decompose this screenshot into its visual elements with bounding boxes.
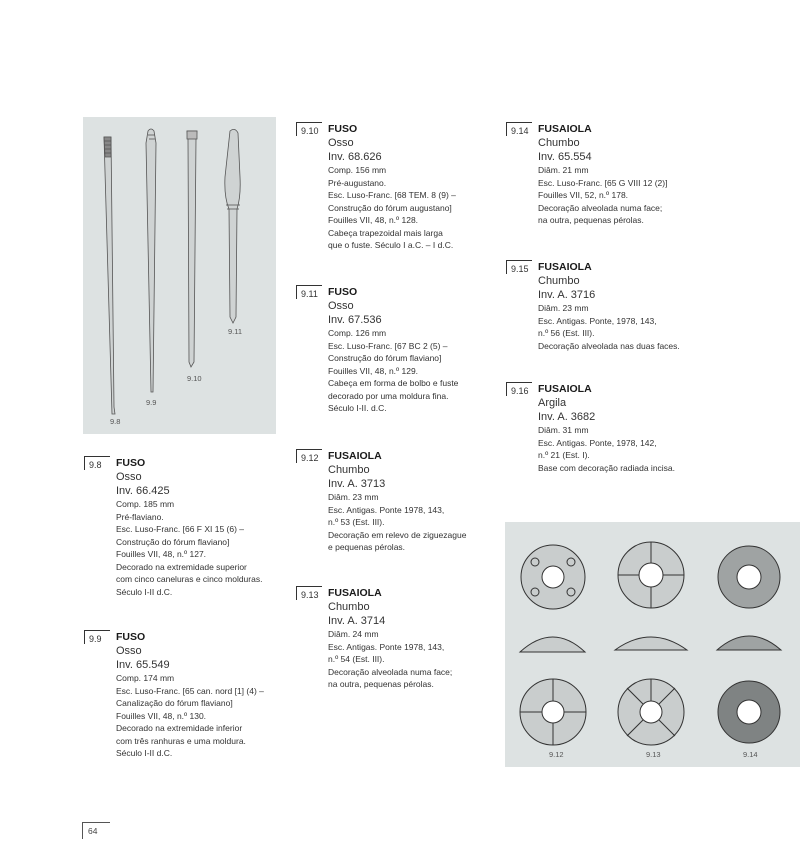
entry-detail-line: na outra, pequenas pérolas.	[538, 215, 644, 225]
entry-title: FUSAIOLA	[328, 450, 382, 462]
entry-detail-line: Diâm. 23 mm	[328, 492, 379, 502]
entry-detail-line: na outra, pequenas pérolas.	[328, 679, 434, 689]
entry-detail-line: Comp. 156 mm	[328, 165, 387, 175]
entry-detail-line: n.º 54 (Est. III).	[328, 654, 385, 664]
entry-number: 9.16	[506, 382, 532, 396]
entry-body	[116, 630, 286, 760]
figure-label-9-8: 9.8	[110, 417, 121, 426]
entry-title: FUSO	[116, 631, 146, 643]
entry-detail-line: decorado por uma moldura fina.	[328, 390, 449, 401]
entry-inventory: Inv. 66.425	[116, 485, 170, 497]
entry-detail-line: Esc. Luso-Franc. [67 BC 2 (5) –	[328, 340, 448, 351]
entry-detail-line: Esc. Antigas. Ponte, 1978, 143,	[538, 315, 657, 326]
entry-number: 9.15	[506, 260, 532, 274]
entry-body	[328, 449, 498, 554]
entry-material: Osso	[116, 471, 142, 483]
entry-detail-line: Pré-flaviano.	[116, 511, 164, 522]
figure-label-9-14: 9.14	[743, 750, 758, 759]
entry-title: FUSAIOLA	[328, 587, 382, 599]
entry-inventory: Inv. 67.536	[328, 314, 382, 326]
entry-detail-line: n.º 56 (Est. III).	[538, 328, 595, 338]
figure-label-9-13: 9.13	[646, 750, 661, 759]
whorls-drawing	[505, 522, 800, 767]
entry-detail-line: Século I-II d.C.	[116, 586, 173, 597]
entry-detail-line: Decoração alveolada nas duas faces.	[538, 340, 680, 351]
entry-body	[328, 285, 498, 415]
entry-detail-line: Comp. 174 mm	[116, 673, 175, 683]
spindles-drawing	[83, 117, 276, 434]
entry-material: Chumbo	[328, 464, 370, 476]
entry-detail-line: com cinco caneluras e cinco molduras.	[116, 574, 263, 584]
entry-detail-line: Diâm. 31 mm	[538, 425, 589, 435]
entry-number: 9.12	[296, 449, 322, 463]
entry-inventory: Inv. A. 3716	[538, 289, 596, 301]
entry-number: 9.10	[296, 122, 322, 136]
entry-detail-line: n.º 53 (Est. III).	[328, 517, 385, 527]
entry-title: FUSAIOLA	[538, 261, 592, 273]
entry-body	[538, 382, 708, 474]
entry-material: Osso	[116, 645, 142, 657]
entry-detail-line: Esc. Antigas. Ponte, 1978, 142,	[538, 437, 657, 448]
entry-detail-line: Pré-augustano.	[328, 177, 387, 188]
entry-detail-line: Decoração alveolada numa face;	[538, 202, 663, 213]
entry-body	[328, 586, 498, 691]
entry-material: Osso	[328, 300, 354, 312]
entry-detail-line: Esc. Antigas. Ponte 1978, 143,	[328, 504, 445, 515]
entry-material: Chumbo	[328, 601, 370, 613]
entry-material: Chumbo	[538, 137, 580, 149]
entry-number: 9.11	[296, 285, 322, 299]
entry-body	[328, 122, 498, 252]
figure-label-9-9: 9.9	[146, 398, 157, 407]
entry-detail-line: Esc. Luso-Franc. [68 TEM. 8 (9) –	[328, 190, 456, 200]
entry-detail-line: Século I-II d.C.	[116, 748, 173, 758]
entry-inventory: Inv. 65.554	[538, 151, 592, 163]
entry-detail-line: Fouilles VII, 48, n.º 130.	[116, 710, 207, 721]
figure-label-9-12: 9.12	[549, 750, 564, 759]
entry-detail-line: Construção do fórum flaviano]	[328, 353, 442, 363]
entry-detail-line: Esc. Luso-Franc. [66 F XI 15 (6) –	[116, 524, 245, 534]
entry-detail-line: Decoração em relevo de ziguezague	[328, 529, 467, 540]
entry-detail-line: Diâm. 24 mm	[328, 629, 379, 639]
figure-label-9-11: 9.11	[228, 327, 243, 336]
entry-detail-line: Construção do fórum flaviano]	[116, 536, 230, 547]
entry-detail-line: Base com decoração radiada incisa.	[538, 462, 676, 473]
whorls-figure	[505, 522, 800, 767]
entry-number: 9.14	[506, 122, 532, 136]
entry-title: FUSO	[328, 286, 358, 298]
entry-detail-line: Esc. Luso-Franc. [65 can. nord [1] (4) –	[116, 685, 264, 696]
entry-inventory: Inv. A. 3682	[538, 411, 596, 423]
entry-detail-line: e pequenas pérolas.	[328, 542, 406, 552]
entry-detail-line: Fouilles VII, 48, n.º 129.	[328, 365, 419, 376]
entry-body	[538, 122, 708, 227]
entry-detail-line: Diâm. 21 mm	[538, 165, 589, 175]
spindles-figure	[83, 117, 276, 434]
entry-detail-line: Esc. Antigas. Ponte 1978, 143,	[328, 641, 445, 652]
entry-body	[538, 260, 708, 352]
entry-material: Chumbo	[538, 275, 580, 287]
entry-detail-line: Construção do fórum augustano]	[328, 202, 452, 213]
entry-number: 9.9	[84, 630, 110, 644]
entry-detail-line: n.º 21 (Est. I).	[538, 450, 590, 460]
entry-detail-line: Comp. 126 mm	[328, 328, 387, 338]
entry-detail-line: Decorado na extremidade inferior	[116, 723, 243, 733]
entry-detail-line: Diâm. 23 mm	[538, 303, 589, 313]
entry-detail-line: Fouilles VII, 48, n.º 128.	[328, 215, 419, 225]
figure-label-9-10: 9.10	[187, 374, 202, 383]
entry-detail-line: com três ranhuras e uma moldura.	[116, 735, 246, 746]
entry-detail-line: Cabeça trapezoidal mais larga	[328, 227, 443, 238]
entry-material: Osso	[328, 137, 354, 149]
entry-detail-line: Cabeça em forma de bolbo e fuste	[328, 378, 459, 388]
entry-body	[116, 456, 286, 598]
entry-inventory: Inv. A. 3714	[328, 615, 386, 627]
entry-detail-line: Fouilles VII, 48, n.º 127.	[116, 549, 207, 559]
entry-inventory: Inv. 65.549	[116, 659, 170, 671]
entry-number: 9.8	[84, 456, 110, 470]
entry-detail-line: Canalização do fórum flaviano]	[116, 698, 233, 708]
entry-inventory: Inv. 68.626	[328, 151, 382, 163]
entry-title: FUSAIOLA	[538, 383, 592, 395]
entry-number: 9.13	[296, 586, 322, 600]
entry-title: FUSO	[328, 123, 358, 135]
entry-detail-line: Esc. Luso-Franc. [65 G VIII 12 (2)]	[538, 177, 668, 188]
entry-title: FUSO	[116, 457, 146, 469]
page-number: 64	[82, 822, 110, 839]
entry-material: Argila	[538, 397, 567, 409]
entry-title: FUSAIOLA	[538, 123, 592, 135]
entry-detail-line: Decoração alveolada numa face;	[328, 666, 453, 677]
entry-detail-line: Fouilles VII, 52, n.º 178.	[538, 190, 629, 200]
entry-detail-line: que o fuste. Século I a.C. – I d.C.	[328, 240, 454, 250]
entry-inventory: Inv. A. 3713	[328, 478, 386, 490]
entry-detail-line: Decorado na extremidade superior	[116, 561, 247, 572]
entry-detail-line: Século I-II. d.C.	[328, 403, 387, 413]
entry-detail-line: Comp. 185 mm	[116, 499, 175, 509]
